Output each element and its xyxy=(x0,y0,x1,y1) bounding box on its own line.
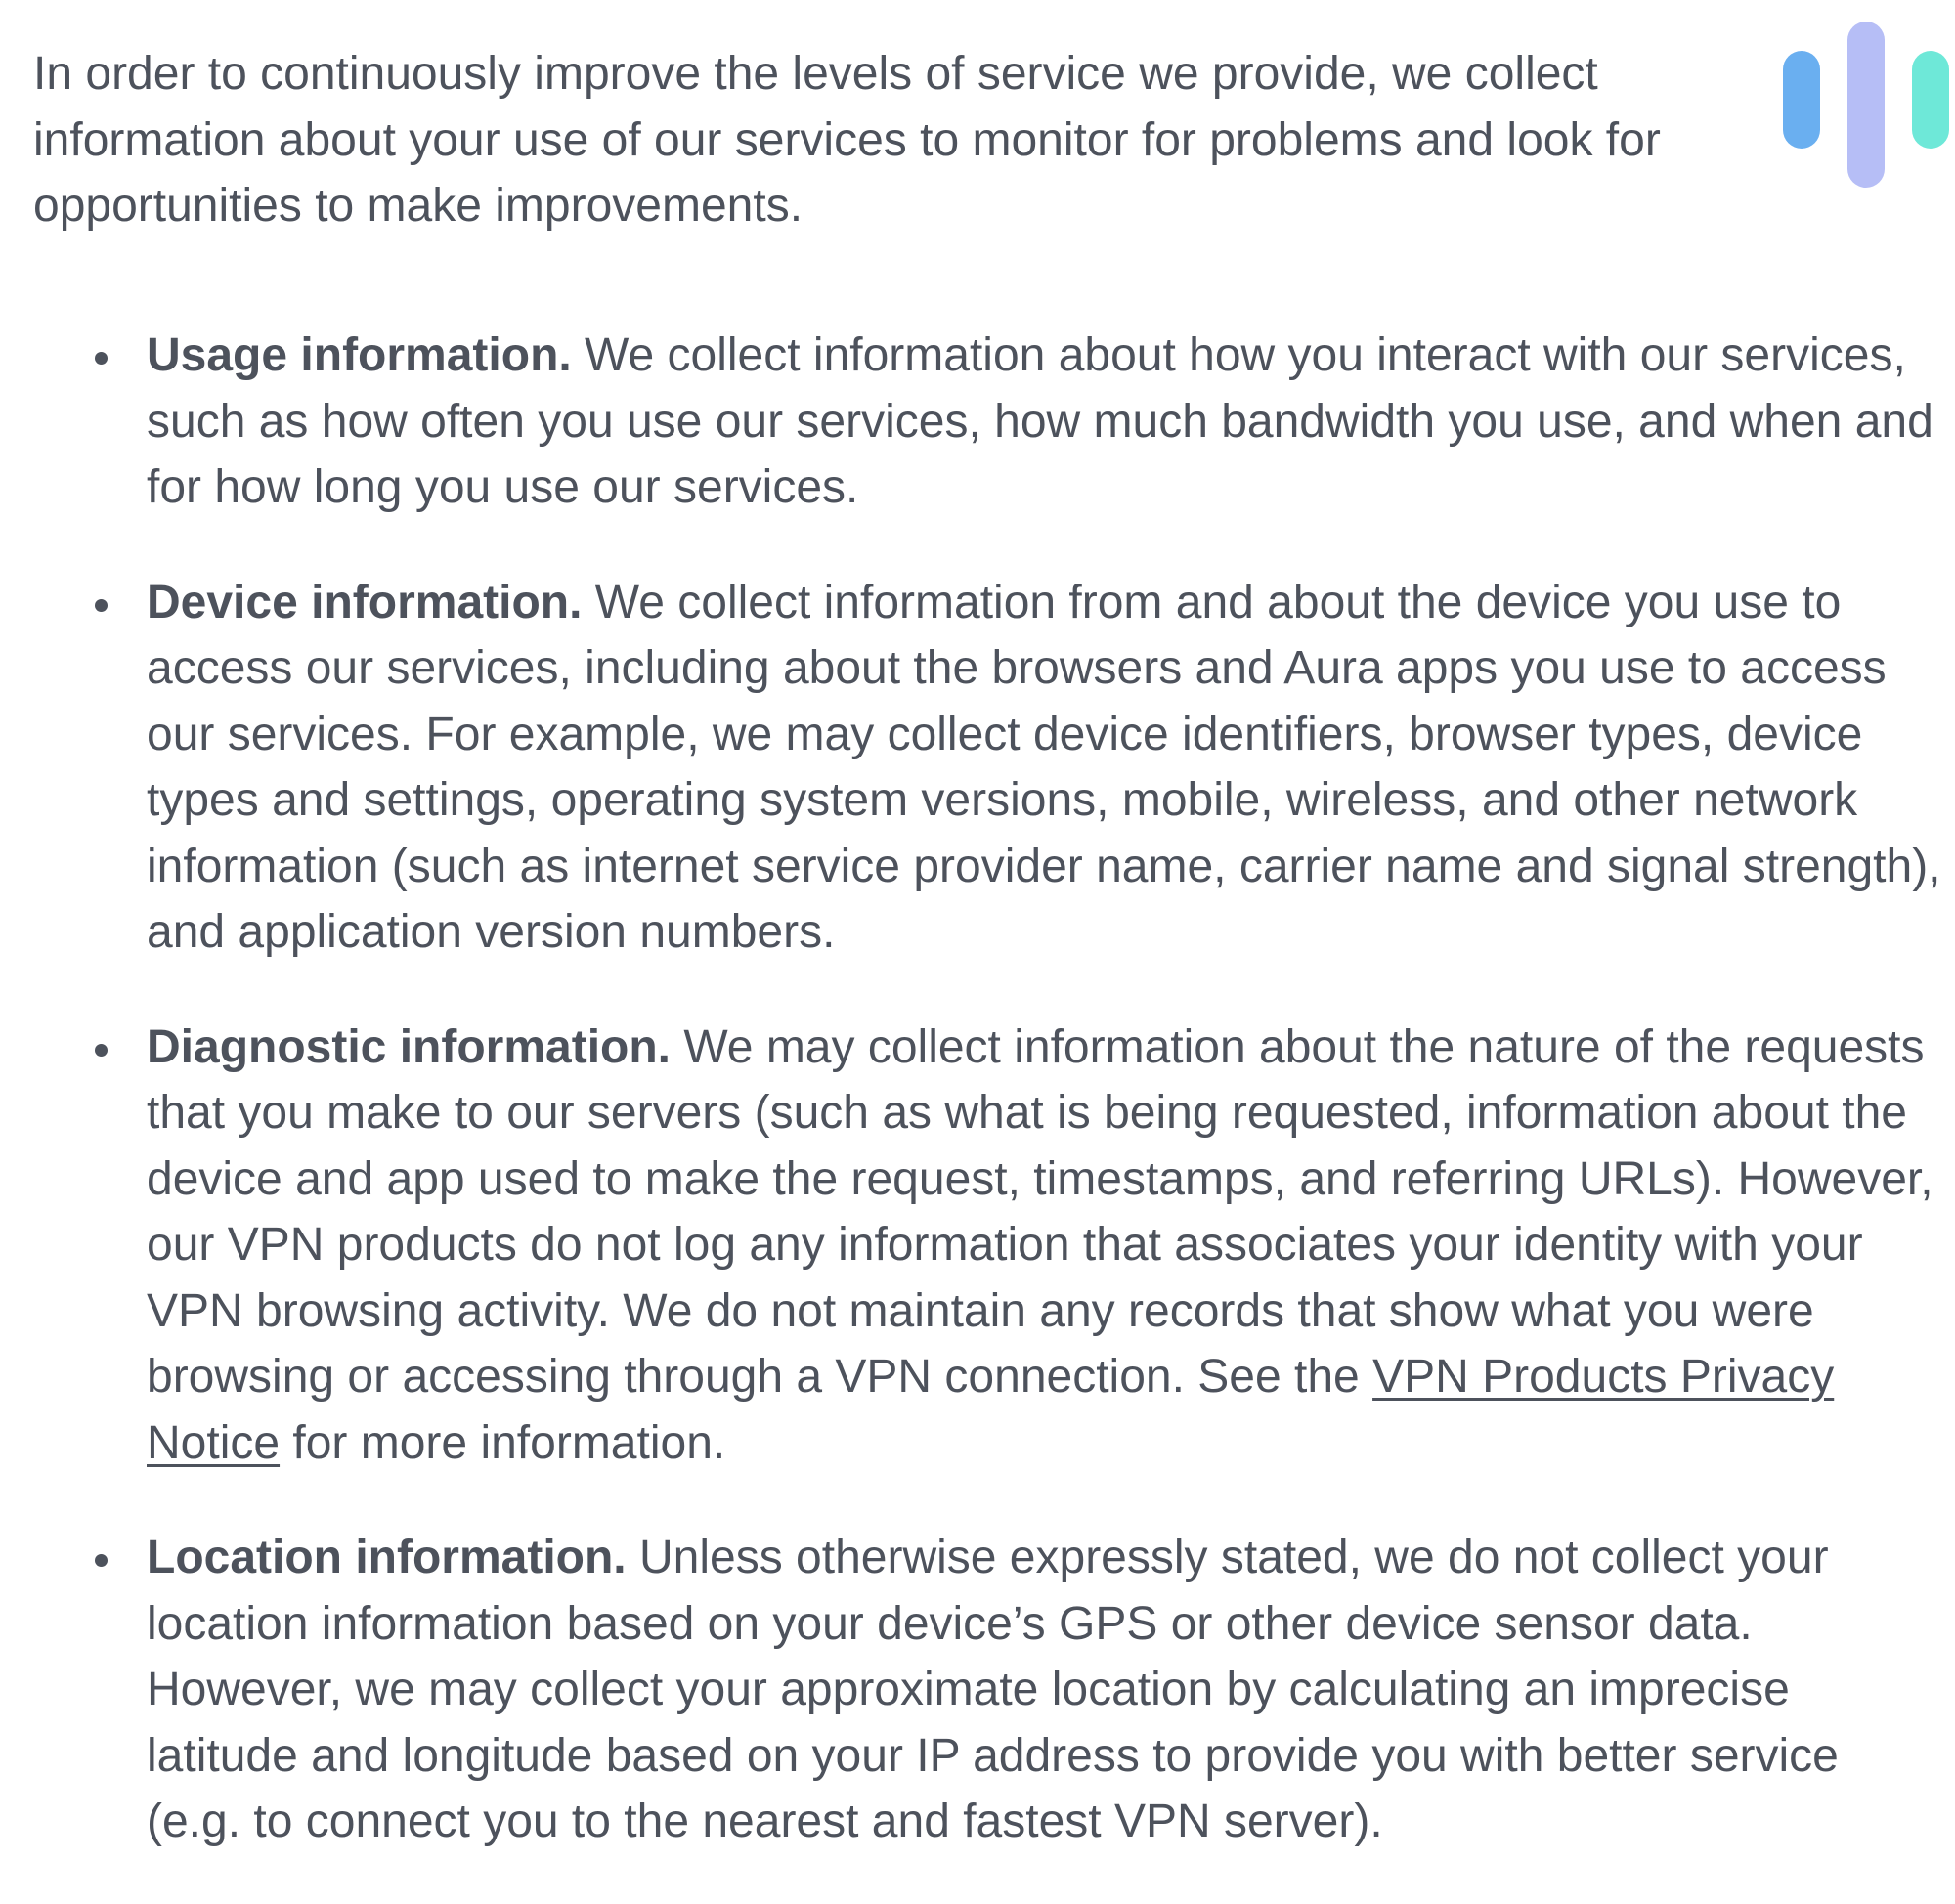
bullet-icon xyxy=(95,599,108,612)
item-body: Unless otherwise expressly stated, we do not collect your location information based on your device’s GPS or other device sensor data. However, we may collect your approximate location by calculating an imprecise latitude and longitude based on your IP address to provide you with better service (e.g. to connect you to the nearest and fastest VPN server). xyxy=(147,1532,1839,1847)
list-item-usage xyxy=(0,323,1955,521)
vpn-privacy-notice-link[interactable]: VPN Products Privacy Notice xyxy=(147,1351,1835,1469)
item-heading: Diagnostic information. xyxy=(147,1020,672,1073)
list-item-location xyxy=(0,1525,1955,1855)
list-item-device xyxy=(0,570,1955,966)
item-heading: Location information. xyxy=(147,1532,627,1583)
item-body: We collect information about how you interact with our services, such as how often you use our services, how much bandwidth you use, and when and for how long you use our services. xyxy=(147,329,1933,513)
logo-bar-left xyxy=(1783,51,1820,149)
item-heading: Usage information. xyxy=(147,329,572,381)
logo-bar-right xyxy=(1912,51,1949,149)
item-body: We collect information from and about the device you use to access our services, including about the browsers and Aura apps you use to access our services. For example, we may collect device identifiers, browser types, device types and settings, operating system versions, mobile, wireless, and other network information (such as internet service provider name, carrier name and signal strength), and application version numbers. xyxy=(147,576,1941,958)
logo-bar-middle xyxy=(1847,22,1885,188)
item-heading: Device information. xyxy=(147,576,583,628)
intro-paragraph: In order to continuously improve the levels of service we provide, we collect information about your use of our services to monitor for problems and look for opportunities to make improvements. xyxy=(33,48,1661,232)
bullet-icon xyxy=(95,1554,108,1567)
list-item-diagnostic xyxy=(0,1015,1955,1477)
info-list xyxy=(0,323,1955,1904)
bars-logo-icon xyxy=(1779,18,1955,194)
item-body: We may collect information about the nature of the requests that you make to our servers (such as what is being requested, information about the device and app used to make the request, timestamps, and referring URLs). However, our VPN products do not log any information that associates your identity with your VPN browsing activity. We do not maintain any records that show what you were browsing or accessing through a VPN connection. See the xyxy=(147,1020,1933,1403)
bullet-icon xyxy=(95,1044,108,1057)
bullet-icon xyxy=(95,352,108,365)
item-body-end: for more information. xyxy=(280,1416,726,1469)
